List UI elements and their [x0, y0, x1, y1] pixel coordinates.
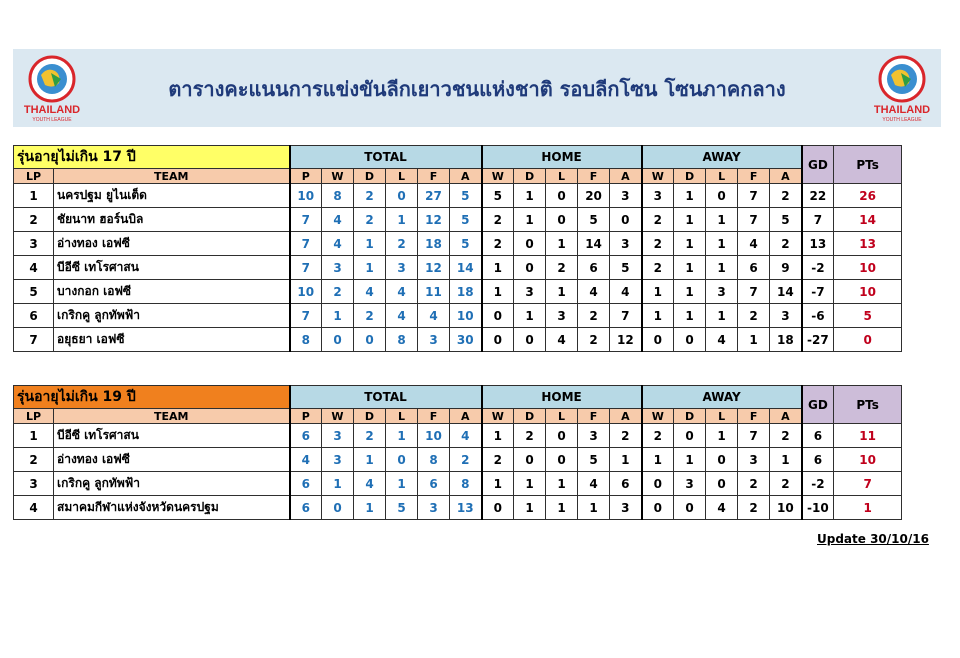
position-cell: 1 [14, 184, 54, 208]
home-l-header: L [546, 169, 578, 184]
total-p-cell: 7 [290, 232, 322, 256]
svg-text:YOUTH LEAGUE: YOUTH LEAGUE [32, 117, 72, 123]
pts-cell: 26 [834, 184, 902, 208]
total-d-cell: 1 [354, 232, 386, 256]
team-name: อยุธยา เอฟซี [54, 328, 290, 352]
team-name: นครปฐม ยูไนเต็ด [54, 184, 290, 208]
pts-cell: 13 [834, 232, 902, 256]
away-a-cell: 2 [770, 424, 802, 448]
away-l-cell: 0 [706, 184, 738, 208]
home-f-cell: 20 [578, 184, 610, 208]
position-cell: 5 [14, 280, 54, 304]
away-l-cell: 1 [706, 256, 738, 280]
away-a-cell: 18 [770, 328, 802, 352]
gd-cell: -2 [802, 256, 834, 280]
away-l-cell: 0 [706, 448, 738, 472]
total-f-cell: 27 [418, 184, 450, 208]
home-a-cell: 1 [610, 448, 642, 472]
total-f-cell: 18 [418, 232, 450, 256]
away-w-cell: 1 [642, 280, 674, 304]
home-f-cell: 3 [578, 424, 610, 448]
lp-header: LP [14, 169, 54, 184]
away-l-cell: 4 [706, 496, 738, 520]
home-l-cell: 4 [546, 328, 578, 352]
total-a-cell: 18 [450, 280, 482, 304]
home-f-cell: 2 [578, 328, 610, 352]
home-a-cell: 3 [610, 496, 642, 520]
home-group-header: HOME [482, 386, 642, 409]
total-p-cell: 6 [290, 496, 322, 520]
away-w-cell: 2 [642, 232, 674, 256]
pts-cell: 10 [834, 256, 902, 280]
total-l-cell: 0 [386, 184, 418, 208]
away-a-cell: 10 [770, 496, 802, 520]
total-w-cell: 0 [322, 496, 354, 520]
home-a-header: A [610, 409, 642, 424]
table-row [14, 232, 960, 256]
home-f-cell: 4 [578, 472, 610, 496]
home-l-cell: 0 [546, 208, 578, 232]
team-header: TEAM [54, 169, 290, 184]
home-d-header: D [514, 169, 546, 184]
page-title: ตารางคะแนนการแข่งขันลีกเยาวชนแห่งชาติ รอบลีกโซน โซนภาคกลาง [168, 77, 786, 101]
away-l-cell: 3 [706, 280, 738, 304]
pts-cell: 5 [834, 304, 902, 328]
away-f-cell: 7 [738, 184, 770, 208]
gd-cell: 13 [802, 232, 834, 256]
team-name: อ่างทอง เอฟซี [54, 448, 290, 472]
position-cell: 3 [14, 232, 54, 256]
home-f-cell: 14 [578, 232, 610, 256]
table-row [14, 328, 960, 352]
svg-text:YOUTH LEAGUE: YOUTH LEAGUE [882, 117, 922, 123]
home-w-header: W [482, 169, 514, 184]
home-l-cell: 0 [546, 448, 578, 472]
away-w-cell: 1 [642, 448, 674, 472]
total-p-header: P [290, 409, 322, 424]
section-title: รุ่นอายุไม่เกิน 19 ปี [14, 386, 290, 409]
total-a-cell: 14 [450, 256, 482, 280]
home-w-cell: 0 [482, 328, 514, 352]
home-w-header: W [482, 409, 514, 424]
home-l-cell: 1 [546, 280, 578, 304]
away-group-header: AWAY [642, 386, 802, 409]
home-w-cell: 1 [482, 472, 514, 496]
gd-cell: -7 [802, 280, 834, 304]
position-cell: 4 [14, 256, 54, 280]
svg-text:THAILAND: THAILAND [873, 104, 931, 116]
total-a-cell: 10 [450, 304, 482, 328]
home-d-cell: 1 [514, 184, 546, 208]
away-a-cell: 2 [770, 184, 802, 208]
total-p-cell: 6 [290, 472, 322, 496]
home-d-cell: 0 [514, 232, 546, 256]
total-p-cell: 7 [290, 304, 322, 328]
total-a-cell: 5 [450, 208, 482, 232]
home-a-cell: 0 [610, 208, 642, 232]
team-name: ชัยนาท ฮอร์นบิล [54, 208, 290, 232]
away-l-cell: 4 [706, 328, 738, 352]
total-a-header: A [450, 169, 482, 184]
away-a-cell: 2 [770, 232, 802, 256]
total-d-header: D [354, 409, 386, 424]
pts-cell: 0 [834, 328, 902, 352]
position-cell: 4 [14, 496, 54, 520]
total-w-header: W [322, 409, 354, 424]
home-a-header: A [610, 169, 642, 184]
total-f-cell: 3 [418, 496, 450, 520]
away-d-cell: 1 [674, 280, 706, 304]
away-d-cell: 0 [674, 424, 706, 448]
home-w-cell: 2 [482, 232, 514, 256]
away-w-cell: 1 [642, 304, 674, 328]
total-l-cell: 1 [386, 424, 418, 448]
total-a-cell: 8 [450, 472, 482, 496]
home-l-cell: 3 [546, 304, 578, 328]
away-d-cell: 1 [674, 304, 706, 328]
total-a-cell: 30 [450, 328, 482, 352]
gd-cell: -6 [802, 304, 834, 328]
gd-cell: -2 [802, 472, 834, 496]
total-d-cell: 4 [354, 280, 386, 304]
total-group-header: TOTAL [290, 146, 482, 169]
away-group-header: AWAY [642, 146, 802, 169]
total-d-cell: 1 [354, 496, 386, 520]
team-name: เกริกคู ลูกทัพฟ้า [54, 304, 290, 328]
home-a-cell: 2 [610, 424, 642, 448]
home-d-cell: 1 [514, 496, 546, 520]
home-f-cell: 1 [578, 496, 610, 520]
league-table-u19 [13, 385, 960, 520]
home-w-cell: 5 [482, 184, 514, 208]
team-name: สมาคมกีฬาแห่งจังหวัดนครปฐม [54, 496, 290, 520]
header-banner [13, 49, 941, 127]
gd-header: GD [802, 146, 834, 184]
away-f-cell: 1 [738, 328, 770, 352]
away-w-cell: 0 [642, 472, 674, 496]
away-f-header: F [738, 409, 770, 424]
total-l-cell: 0 [386, 448, 418, 472]
away-d-cell: 3 [674, 472, 706, 496]
away-l-header: L [706, 169, 738, 184]
home-l-cell: 0 [546, 184, 578, 208]
home-w-cell: 0 [482, 496, 514, 520]
home-w-cell: 2 [482, 448, 514, 472]
table-group-header [14, 146, 960, 169]
table-row [14, 208, 960, 232]
away-l-header: L [706, 409, 738, 424]
away-l-cell: 1 [706, 232, 738, 256]
table-row [14, 496, 960, 520]
home-a-cell: 5 [610, 256, 642, 280]
home-a-cell: 12 [610, 328, 642, 352]
away-a-cell: 1 [770, 448, 802, 472]
team-name: อ่างทอง เอฟซี [54, 232, 290, 256]
total-f-cell: 8 [418, 448, 450, 472]
total-w-cell: 2 [322, 280, 354, 304]
table-group-header [14, 386, 960, 409]
home-w-cell: 1 [482, 280, 514, 304]
pts-header: PTs [834, 386, 902, 424]
svg-text:THAILAND: THAILAND [23, 104, 81, 116]
total-l-cell: 4 [386, 304, 418, 328]
total-group-header: TOTAL [290, 386, 482, 409]
total-p-cell: 7 [290, 256, 322, 280]
pts-cell: 1 [834, 496, 902, 520]
away-a-header: A [770, 409, 802, 424]
gd-cell: -27 [802, 328, 834, 352]
total-w-cell: 1 [322, 304, 354, 328]
away-a-header: A [770, 169, 802, 184]
table-row [14, 424, 960, 448]
away-a-cell: 2 [770, 472, 802, 496]
total-w-cell: 1 [322, 472, 354, 496]
pts-cell: 10 [834, 280, 902, 304]
pts-header: PTs [834, 146, 902, 184]
position-cell: 3 [14, 472, 54, 496]
total-l-cell: 8 [386, 328, 418, 352]
position-cell: 1 [14, 424, 54, 448]
gd-header: GD [802, 386, 834, 424]
position-cell: 7 [14, 328, 54, 352]
home-d-header: D [514, 409, 546, 424]
total-p-cell: 4 [290, 448, 322, 472]
home-w-cell: 1 [482, 256, 514, 280]
home-d-cell: 1 [514, 304, 546, 328]
home-l-header: L [546, 409, 578, 424]
total-a-cell: 4 [450, 424, 482, 448]
away-d-cell: 1 [674, 208, 706, 232]
home-w-cell: 1 [482, 424, 514, 448]
table-row [14, 304, 960, 328]
away-l-cell: 0 [706, 472, 738, 496]
total-p-cell: 8 [290, 328, 322, 352]
home-d-cell: 0 [514, 448, 546, 472]
home-f-cell: 4 [578, 280, 610, 304]
home-d-cell: 0 [514, 256, 546, 280]
total-l-cell: 1 [386, 472, 418, 496]
away-l-cell: 1 [706, 208, 738, 232]
section-title: รุ่นอายุไม่เกิน 17 ปี [14, 146, 290, 169]
home-d-cell: 2 [514, 424, 546, 448]
total-w-cell: 3 [322, 256, 354, 280]
team-header: TEAM [54, 409, 290, 424]
total-a-cell: 5 [450, 232, 482, 256]
pts-cell: 14 [834, 208, 902, 232]
total-d-cell: 4 [354, 472, 386, 496]
home-d-cell: 0 [514, 328, 546, 352]
total-l-header: L [386, 409, 418, 424]
home-a-cell: 6 [610, 472, 642, 496]
away-d-header: D [674, 409, 706, 424]
away-a-cell: 14 [770, 280, 802, 304]
home-d-cell: 3 [514, 280, 546, 304]
total-l-cell: 5 [386, 496, 418, 520]
away-w-cell: 2 [642, 208, 674, 232]
pts-cell: 7 [834, 472, 902, 496]
table-row [14, 184, 960, 208]
total-d-cell: 2 [354, 424, 386, 448]
total-f-cell: 4 [418, 304, 450, 328]
home-f-header: F [578, 169, 610, 184]
home-a-cell: 3 [610, 184, 642, 208]
away-d-header: D [674, 169, 706, 184]
total-a-header: A [450, 409, 482, 424]
total-a-cell: 2 [450, 448, 482, 472]
home-a-cell: 4 [610, 280, 642, 304]
total-f-cell: 6 [418, 472, 450, 496]
gd-cell: 6 [802, 424, 834, 448]
home-f-cell: 2 [578, 304, 610, 328]
home-a-cell: 3 [610, 232, 642, 256]
total-l-cell: 3 [386, 256, 418, 280]
home-w-cell: 0 [482, 304, 514, 328]
home-f-cell: 5 [578, 448, 610, 472]
total-w-cell: 4 [322, 208, 354, 232]
total-p-cell: 10 [290, 280, 322, 304]
total-p-cell: 7 [290, 208, 322, 232]
total-d-cell: 2 [354, 208, 386, 232]
total-d-cell: 0 [354, 328, 386, 352]
away-f-cell: 7 [738, 208, 770, 232]
total-f-cell: 11 [418, 280, 450, 304]
away-a-cell: 5 [770, 208, 802, 232]
total-l-header: L [386, 169, 418, 184]
table-row [14, 472, 960, 496]
away-w-header: W [642, 409, 674, 424]
away-d-cell: 1 [674, 184, 706, 208]
total-d-cell: 2 [354, 184, 386, 208]
away-d-cell: 0 [674, 328, 706, 352]
home-f-cell: 5 [578, 208, 610, 232]
gd-cell: 6 [802, 448, 834, 472]
thailand-youth-league-logo [17, 53, 87, 123]
gd-cell: -10 [802, 496, 834, 520]
away-f-cell: 4 [738, 232, 770, 256]
team-name: บีอีซี เทโรศาสน [54, 256, 290, 280]
away-w-cell: 0 [642, 328, 674, 352]
update-date: Update 30/10/16 [817, 532, 929, 546]
total-w-header: W [322, 169, 354, 184]
away-w-cell: 2 [642, 256, 674, 280]
total-a-cell: 13 [450, 496, 482, 520]
away-d-cell: 1 [674, 256, 706, 280]
total-l-cell: 1 [386, 208, 418, 232]
league-table-u17 [13, 145, 960, 352]
total-d-cell: 1 [354, 448, 386, 472]
away-f-cell: 3 [738, 448, 770, 472]
away-d-cell: 0 [674, 496, 706, 520]
home-l-cell: 1 [546, 496, 578, 520]
home-d-cell: 1 [514, 208, 546, 232]
away-f-cell: 2 [738, 472, 770, 496]
total-w-cell: 3 [322, 424, 354, 448]
home-group-header: HOME [482, 146, 642, 169]
total-l-cell: 4 [386, 280, 418, 304]
away-f-cell: 2 [738, 304, 770, 328]
lp-header: LP [14, 409, 54, 424]
total-w-cell: 3 [322, 448, 354, 472]
away-w-cell: 3 [642, 184, 674, 208]
home-l-cell: 1 [546, 472, 578, 496]
away-f-cell: 6 [738, 256, 770, 280]
away-a-cell: 3 [770, 304, 802, 328]
total-w-cell: 4 [322, 232, 354, 256]
total-p-header: P [290, 169, 322, 184]
home-a-cell: 7 [610, 304, 642, 328]
total-d-cell: 1 [354, 256, 386, 280]
table-row [14, 256, 960, 280]
home-f-cell: 6 [578, 256, 610, 280]
total-f-cell: 3 [418, 328, 450, 352]
total-d-header: D [354, 169, 386, 184]
away-l-cell: 1 [706, 304, 738, 328]
away-f-header: F [738, 169, 770, 184]
total-w-cell: 8 [322, 184, 354, 208]
away-w-header: W [642, 169, 674, 184]
total-p-cell: 10 [290, 184, 322, 208]
away-d-cell: 1 [674, 448, 706, 472]
home-l-cell: 0 [546, 424, 578, 448]
away-w-cell: 2 [642, 424, 674, 448]
away-a-cell: 9 [770, 256, 802, 280]
total-l-cell: 2 [386, 232, 418, 256]
total-w-cell: 0 [322, 328, 354, 352]
position-cell: 2 [14, 448, 54, 472]
away-f-cell: 7 [738, 280, 770, 304]
away-l-cell: 1 [706, 424, 738, 448]
total-f-header: F [418, 169, 450, 184]
position-cell: 6 [14, 304, 54, 328]
pts-cell: 10 [834, 448, 902, 472]
total-a-cell: 5 [450, 184, 482, 208]
total-f-header: F [418, 409, 450, 424]
home-l-cell: 2 [546, 256, 578, 280]
table-row [14, 280, 960, 304]
team-name: เกริกคู ลูกทัพฟ้า [54, 472, 290, 496]
total-f-cell: 12 [418, 256, 450, 280]
pts-cell: 11 [834, 424, 902, 448]
away-d-cell: 1 [674, 232, 706, 256]
away-f-cell: 7 [738, 424, 770, 448]
total-p-cell: 6 [290, 424, 322, 448]
away-w-cell: 0 [642, 496, 674, 520]
thailand-youth-league-logo [867, 53, 937, 123]
position-cell: 2 [14, 208, 54, 232]
team-name: บางกอก เอฟซี [54, 280, 290, 304]
home-d-cell: 1 [514, 472, 546, 496]
team-name: บีอีซี เทโรศาสน [54, 424, 290, 448]
home-w-cell: 2 [482, 208, 514, 232]
home-f-header: F [578, 409, 610, 424]
gd-cell: 7 [802, 208, 834, 232]
away-f-cell: 2 [738, 496, 770, 520]
total-d-cell: 2 [354, 304, 386, 328]
gd-cell: 22 [802, 184, 834, 208]
home-l-cell: 1 [546, 232, 578, 256]
table-row [14, 448, 960, 472]
total-f-cell: 10 [418, 424, 450, 448]
total-f-cell: 12 [418, 208, 450, 232]
